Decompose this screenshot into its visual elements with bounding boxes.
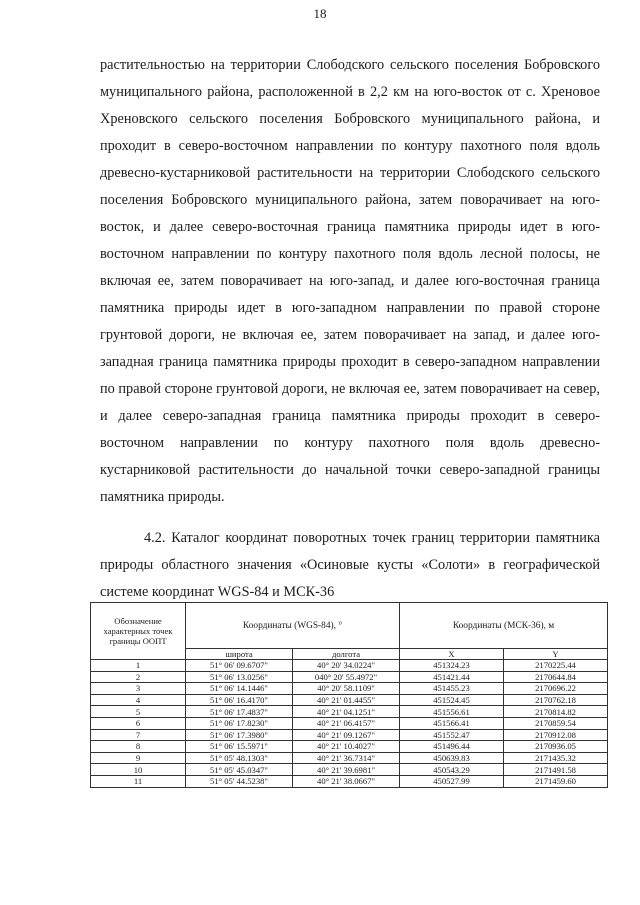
cell-x: 450543.29	[400, 764, 504, 776]
subheader-longitude: долгота	[293, 649, 400, 660]
table-row	[91, 706, 608, 718]
cell-point-number: 11	[91, 775, 186, 787]
page-number: 18	[313, 6, 327, 21]
cell-y: 2170936.05	[504, 741, 608, 753]
cell-point-number: 7	[91, 729, 186, 741]
cell-point-number: 10	[91, 764, 186, 776]
cell-latitude: 51° 05' 45.0347"	[186, 764, 293, 776]
table-row	[91, 671, 608, 683]
table-row	[91, 694, 608, 706]
cell-y: 2170814.82	[504, 706, 608, 718]
cell-longitude: 40° 21' 10.4027"	[293, 741, 400, 753]
cell-x: 451324.23	[400, 660, 504, 672]
cell-latitude: 51° 06' 13.0256"	[186, 671, 293, 683]
table-row	[91, 683, 608, 695]
cell-longitude: 40° 21' 04.1251"	[293, 706, 400, 718]
section-heading: 4.2. Каталог координат поворотных точек границ территории памятника природы областного значения «Осиновые кусты «Солоти» в географической системе координат WGS-84 и МСК-36	[100, 530, 600, 600]
cell-longitude: 40° 21' 01.4455"	[293, 694, 400, 706]
cell-point-number: 3	[91, 683, 186, 695]
cell-longitude: 40° 20' 58.1109"	[293, 683, 400, 695]
table-row	[91, 660, 608, 672]
cell-latitude: 51° 06' 17.3980"	[186, 729, 293, 741]
cell-longitude: 40° 21' 36.7314"	[293, 752, 400, 764]
cell-point-number: 6	[91, 717, 186, 729]
cell-latitude: 51° 05' 48.1303"	[186, 752, 293, 764]
coordinates-table	[90, 602, 608, 788]
cell-longitude: 40° 21' 06.4157"	[293, 717, 400, 729]
table-row	[91, 775, 608, 787]
cell-longitude: 40° 21' 39.6981"	[293, 764, 400, 776]
subheader-latitude: широта	[186, 649, 293, 660]
cell-x: 451421.44	[400, 671, 504, 683]
cell-point-number: 5	[91, 706, 186, 718]
table-row	[91, 752, 608, 764]
cell-point-number: 9	[91, 752, 186, 764]
table-row	[91, 764, 608, 776]
table-row	[91, 741, 608, 753]
subheader-y: Y	[504, 649, 608, 660]
cell-y: 2170644.84	[504, 671, 608, 683]
cell-y: 2170912.08	[504, 729, 608, 741]
header-point: Обозначение характерных точек границы ООПТ	[91, 603, 186, 660]
cell-point-number: 1	[91, 660, 186, 672]
cell-x: 451524.45	[400, 694, 504, 706]
body-paragraph: растительностью на территории Слободского сельского поселения Бобровского муниципального района, расположенной в 2,2 км на юго-восток от с. Хреновое Хреновского сельского поселения Бобровского муниципального района, и проходит в северо-восточном направлении по контуру пахотного поля вдоль древесно-кустарниковой растительности на территории Слободского сельского поселения Бобровского муниципального района, затем поворачивает на юго-восток, и далее северо-восточная граница памятника природы идет в юго-восточном направлении по контуру пахотного поля вдоль лесной полосы, не включая ее, затем поворачивает на юго-запад, и далее юго-восточная граница памятника природы идет в юго-западном направлении по правой стороне грунтовой дороги, не включая ее, затем поворачивает на запад, и далее юго-западная граница памятника природы проходит в северо-западном направлении по правой стороне грунтовой дороги, не включая ее, затем поворачивает на север, и далее северо-западная граница памятника природы проходит в северо-восточном направлении по контуру пахотного поля вдоль древесно-кустарниковой растительности до начальной точки северо-западной границы памятника природы.	[100, 57, 600, 505]
cell-y: 2170859.54	[504, 717, 608, 729]
cell-point-number: 8	[91, 741, 186, 753]
cell-y: 2170762.18	[504, 694, 608, 706]
cell-latitude: 51° 06' 16.4170"	[186, 694, 293, 706]
cell-x: 451455.23	[400, 683, 504, 695]
cell-x: 450527.99	[400, 775, 504, 787]
cell-latitude: 51° 06' 17.4837"	[186, 706, 293, 718]
cell-x: 451566.41	[400, 717, 504, 729]
cell-latitude: 51° 06' 17.8230"	[186, 717, 293, 729]
cell-latitude: 51° 06' 15.5971"	[186, 741, 293, 753]
header-wgs84: Координаты (WGS-84), °	[186, 603, 400, 649]
cell-x: 451556.61	[400, 706, 504, 718]
cell-y: 2170696.22	[504, 683, 608, 695]
table-row	[91, 729, 608, 741]
table-row	[91, 717, 608, 729]
cell-point-number: 2	[91, 671, 186, 683]
cell-y: 2171459.60	[504, 775, 608, 787]
cell-y: 2171435.32	[504, 752, 608, 764]
cell-point-number: 4	[91, 694, 186, 706]
cell-x: 450639.83	[400, 752, 504, 764]
cell-longitude: 40° 21' 38.0667"	[293, 775, 400, 787]
cell-longitude: 40° 20' 34.0224"	[293, 660, 400, 672]
cell-x: 451496.44	[400, 741, 504, 753]
cell-x: 451552.47	[400, 729, 504, 741]
cell-longitude: 040° 20' 55.4972"	[293, 671, 400, 683]
cell-longitude: 40° 21' 09.1267"	[293, 729, 400, 741]
cell-y: 2170225.44	[504, 660, 608, 672]
cell-latitude: 51° 05' 44.5238"	[186, 775, 293, 787]
cell-latitude: 51° 06' 09.6707"	[186, 660, 293, 672]
cell-latitude: 51° 06' 14.1446"	[186, 683, 293, 695]
cell-y: 2171491.58	[504, 764, 608, 776]
header-msk36: Координаты (МСК-36), м	[400, 603, 608, 649]
subheader-x: X	[400, 649, 504, 660]
